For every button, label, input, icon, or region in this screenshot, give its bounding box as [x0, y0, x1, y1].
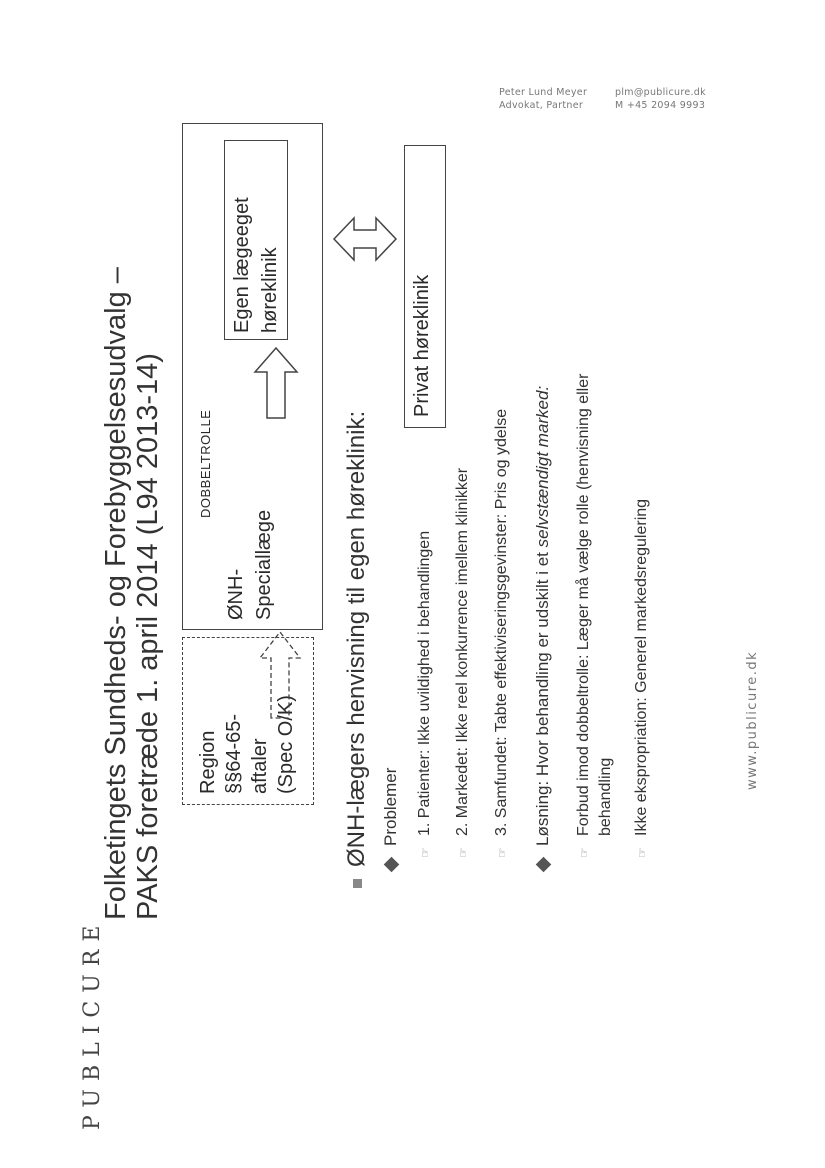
list-heading — [343, 411, 371, 888]
title-line-2: PAKS foretræde 1. april 2014 (L94 2013-14) — [132, 353, 164, 920]
list-item-text: 3. Samfundet: Tabte effektiviseringsgevinster: Pris og ydelse — [493, 408, 510, 836]
list-item-text: 1. Patienter: Ikke uvildighed i behandlingen — [416, 530, 433, 836]
region-line: §§64-65- — [223, 713, 245, 794]
dobbeltrolle-label: DOBBELTROLLE — [198, 409, 213, 518]
contact-name-block — [499, 86, 587, 112]
egen-line: høreklinik — [259, 247, 281, 333]
list-item-text: Ikke ekspropriation: Generel markedsregulering — [633, 498, 650, 836]
region-line: aftaler — [249, 738, 271, 794]
rotated-slide — [60, 110, 780, 1150]
diamond-bullet-icon — [384, 857, 400, 873]
region-line: (Spec O/K) — [275, 695, 297, 794]
list-item — [633, 499, 651, 858]
list-item-text: 2. Markedet: Ikke reel konkurrence imellem klinikker — [454, 467, 471, 836]
onh-speciallaege — [222, 510, 278, 620]
list-item — [493, 409, 511, 858]
egen-klinik-box — [224, 140, 288, 340]
list-item — [533, 386, 553, 870]
title-line-1: Folketingets Sundheds- og Forebyggelsesudvalg – — [100, 267, 132, 920]
list-item — [416, 531, 434, 858]
diamond-bullet-icon — [536, 857, 552, 873]
contact-name: Peter Lund Meyer — [499, 87, 588, 98]
pointing-hand-icon: ☞ — [456, 847, 470, 858]
pointing-hand-icon: ☞ — [418, 847, 432, 858]
pointing-hand-icon: ☞ — [495, 847, 509, 858]
list-heading-text: ØNH-lægers henvisning til egen høreklinik: — [343, 410, 370, 867]
solid-arrow-icon — [253, 346, 299, 420]
onh-line: Speciallæge — [253, 509, 275, 620]
list-item — [573, 374, 617, 858]
egen-line: Egen lægeeget — [231, 197, 253, 333]
brand-logo: PUBLICURE — [80, 917, 105, 1130]
list-item-text: Løsning: Hvor behandling er udskilt i et — [533, 547, 552, 846]
contact-role: Advokat, Partner — [499, 100, 584, 111]
pointing-hand-icon: ☞ — [635, 847, 649, 858]
list-item-text: Problemer — [381, 767, 400, 846]
contact-email: plm@publicure.dk — [615, 87, 706, 98]
pointing-hand-icon: ☞ — [577, 847, 591, 858]
list-item-emphasis: selvstændigt marked: — [533, 385, 552, 548]
dashed-arrow-icon — [258, 630, 302, 720]
website-footer: www.publicure.dk — [745, 650, 760, 790]
privat-hoereklinik-box: Privat høreklinik — [404, 145, 446, 428]
contact-details-block — [615, 86, 706, 112]
list-item-text-continued: behandling — [597, 757, 614, 836]
slide-title — [100, 267, 164, 920]
contact-phone: M +45 2094 9993 — [615, 100, 706, 111]
onh-line: ØNH- — [225, 568, 247, 620]
list-item — [454, 468, 472, 858]
square-bullet-icon — [353, 879, 362, 888]
region-line: Region — [197, 730, 219, 794]
list-item-text: Forbud imod dobbeltrolle: Læger må vælge rolle (henvisning eller — [575, 373, 592, 836]
double-arrow-icon — [332, 216, 398, 262]
list-item — [381, 768, 401, 870]
